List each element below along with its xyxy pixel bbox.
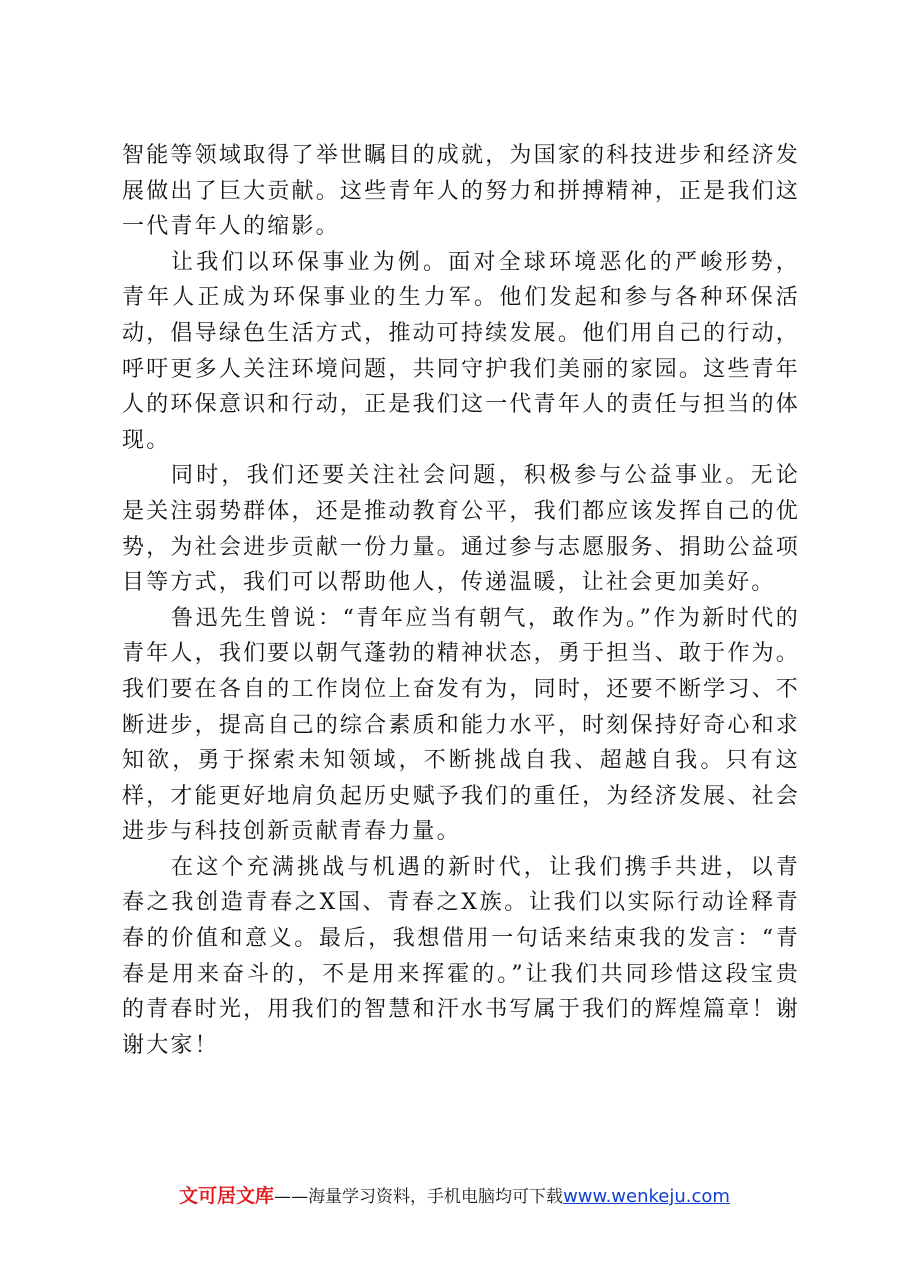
footer-brand: 文可居文库 <box>179 1185 275 1207</box>
footer-website-link[interactable]: www.wenkeju.com <box>563 1186 730 1207</box>
footer-dash: —— <box>274 1187 309 1207</box>
paragraph-conclusion: 在这个充满挑战与机遇的新时代，让我们携手共进，以青春之我创造青春之X国、青春之X族。让我们以实际行动诠释青春的价值和意义。最后，我想借用一句话来结束我的发言：“青春是用来奋斗的，不是用来挥霍的。”让我们共同珍惜这段宝贵的青春时光，用我们的智慧和汗水书写属于我们的辉煌篇章！谢谢大家！ <box>122 854 800 1058</box>
paragraph-social-issues: 同时，我们还要关注社会问题，积极参与公益事业。无论是关注弱势群体，还是推动教育公平，我们都应该发挥自己的优势，为社会进步贡献一份力量。通过参与志愿服务、捐助公益项目等方式，我们可以帮助他人，传递温暖，让社会更加美好。 <box>122 463 800 596</box>
paragraph-environment: 让我们以环保事业为例。面对全球环境恶化的严峻形势，青年人正成为环保事业的生力军。他们发起和参与各种环保活动，倡导绿色生活方式，推动可持续发展。他们用自己的行动，呼吁更多人关注环境问题，共同守护我们美丽的家园。这些青年人的环保意识和行动，正是我们这一代青年人的责任与担当的体现。 <box>122 249 800 453</box>
paragraph-continuation: 智能等领域取得了举世瞩目的成就，为国家的科技进步和经济发展做出了巨大贡献。这些青年人的努力和拼搏精神，正是我们这一代青年人的缩影。 <box>122 143 800 240</box>
footer-banner <box>0 1183 909 1210</box>
document-body <box>122 138 800 1063</box>
footer-slogan: 海量学习资料，手机电脑均可下载 <box>308 1187 564 1207</box>
paragraph-lu-xun-quote: 鲁迅先生曾说：“青年应当有朝气，敢作为。”作为新时代的青年人，我们要以朝气蓬勃的精神状态，勇于担当、敢于作为。我们要在各自的工作岗位上奋发有为，同时，还要不断学习、不断进步，提高自己的综合素质和能力水平，时刻保持好奇心和求知欲，勇于探索未知领域，不断挑战自我、超越自我。只有这样，才能更好地肩负起历史赋予我们的重任，为经济发展、社会进步与科技创新贡献青春力量。 <box>122 605 800 845</box>
